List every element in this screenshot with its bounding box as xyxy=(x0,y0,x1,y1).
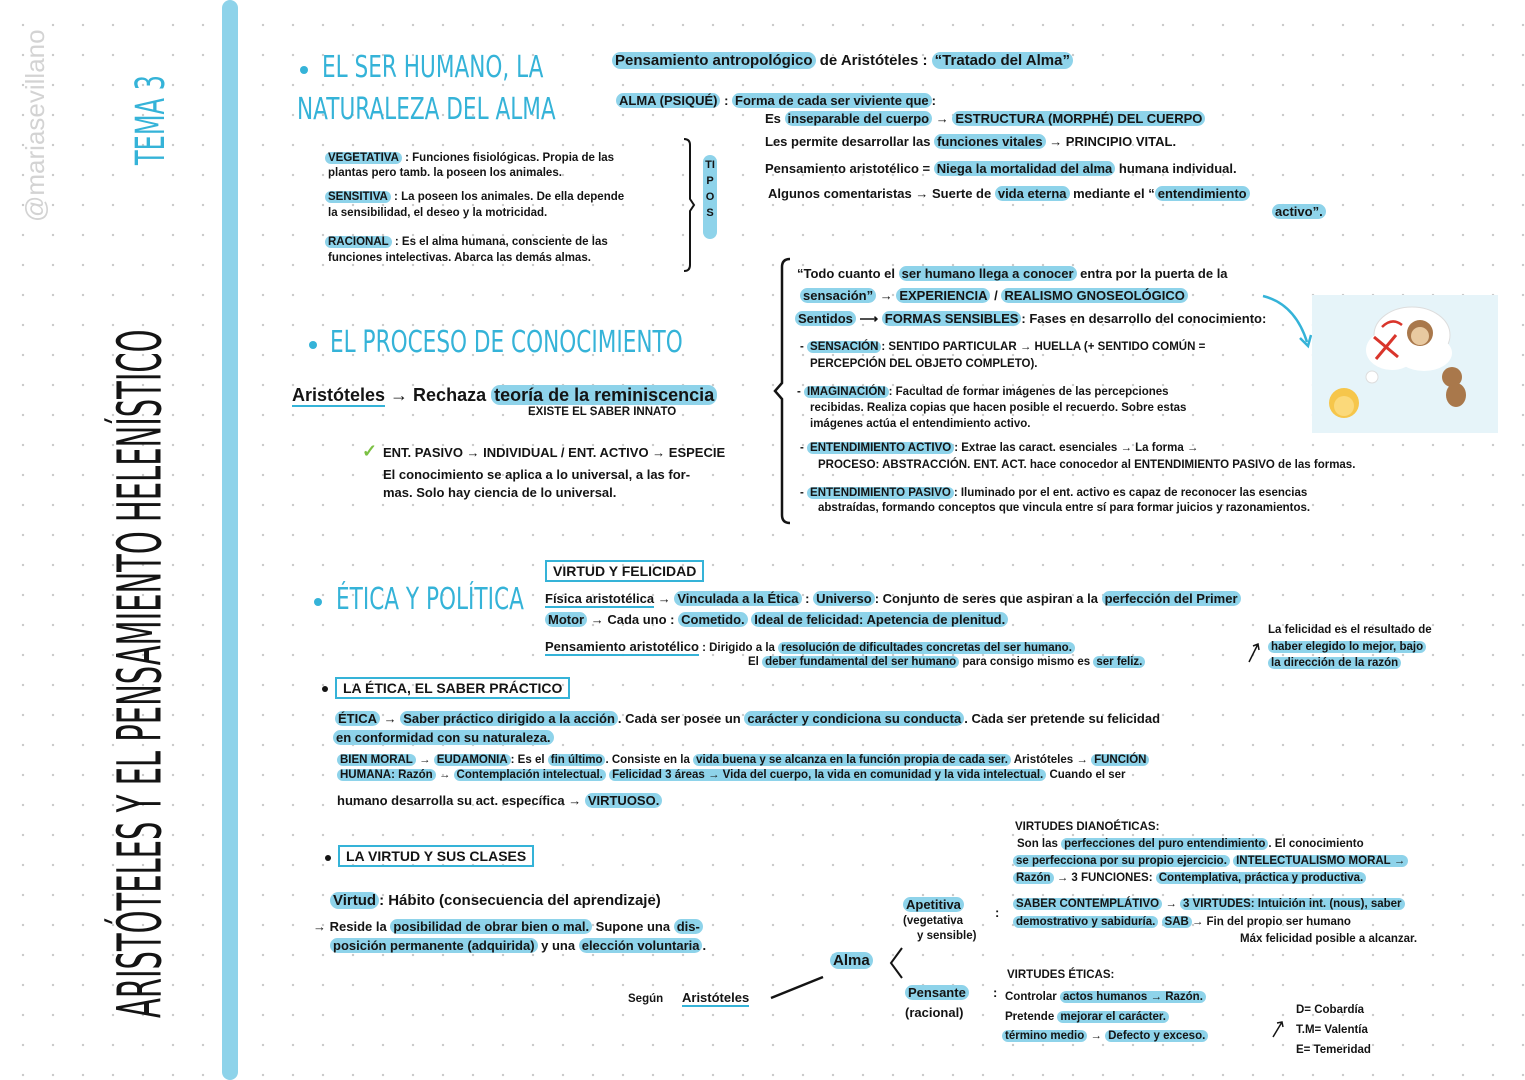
virtud-line xyxy=(313,918,703,935)
fisica-text xyxy=(654,591,1240,606)
text-segment: Controlar xyxy=(1005,991,1060,1003)
highlighted-text: Contemplación intelectual. xyxy=(454,769,606,781)
knowledge-line xyxy=(810,401,1186,416)
text-segment: Supone una xyxy=(592,919,674,934)
highlighted-text: Pensamiento antropológico xyxy=(612,52,816,69)
highlighted-text: EUDAMONIA xyxy=(434,754,511,766)
text-segment: → Fin del propio ser humano xyxy=(1191,916,1351,928)
text-segment: . xyxy=(702,938,707,953)
highlighted-text: posibilidad de obrar bien o mal. xyxy=(390,919,592,934)
highlighted-text: elección voluntaria xyxy=(579,938,703,953)
alma-line xyxy=(768,185,1250,202)
text-segment: PROCESO: ABSTRACCIÓN. ENT. ACT. hace conocedor al ENTENDIMIENTO PASIVO de las formas. xyxy=(818,459,1356,471)
knowledge-line xyxy=(800,340,1205,355)
highlighted-text: Niega la mortalidad del alma xyxy=(934,161,1116,176)
text-segment: y una xyxy=(537,938,579,953)
felicidad-note xyxy=(1268,623,1432,638)
highlighted-text: ser humano llega a conocer xyxy=(899,266,1077,281)
bullet-icon xyxy=(322,686,328,692)
text-segment: → xyxy=(435,769,454,781)
knowledge-line xyxy=(818,458,1355,473)
highlighted-text: SAB xyxy=(1162,916,1192,928)
text-segment: → xyxy=(932,111,953,126)
text-segment: Es xyxy=(765,111,785,126)
arrow-icon xyxy=(1246,640,1262,666)
alma-line xyxy=(765,133,1176,150)
pensante-sub: (racional) xyxy=(905,1005,964,1020)
text-segment: plantas pero tamb. la poseen los animales. xyxy=(328,167,562,179)
topic-number: TEMA 3 xyxy=(128,75,174,165)
text-segment: : xyxy=(801,591,814,606)
page-title: ARISTÓTELES Y EL PENSAMIENTO HELENÍSTICO xyxy=(103,329,176,1018)
eticas-line xyxy=(1005,990,1206,1005)
text-segment: : Iluminado por el ent. activo es capaz de reconocer las esencias xyxy=(953,487,1308,499)
alma-node: Alma xyxy=(830,952,873,969)
highlighted-text: ESTRUCTURA (MORPHÉ) DEL CUERPO xyxy=(952,111,1205,126)
text-segment: - xyxy=(800,442,808,454)
virtud-felicidad-box: VIRTUD Y FELICIDAD xyxy=(545,560,704,582)
text-segment: → xyxy=(380,711,401,726)
highlighted-text: SENSITIVA xyxy=(325,191,391,203)
highlighted-text: VIRTUOSO. xyxy=(585,793,663,808)
dianoeticas-line xyxy=(1017,837,1364,852)
virtud-line xyxy=(545,611,1008,628)
text-segment: : Conjunto de seres que aspiran a la xyxy=(874,591,1102,606)
aristoteles-label: Aristóteles xyxy=(292,385,386,405)
text-segment: : Fases en desarrollo del conocimiento: xyxy=(1021,311,1267,326)
etica-line xyxy=(337,768,1126,783)
text-segment: : Hábito (consecuencia del aprendizaje) xyxy=(379,892,661,909)
text-segment: Les permite desarrollar las xyxy=(765,134,935,149)
knowledge-line xyxy=(800,441,1198,456)
dianoeticas-line xyxy=(1013,854,1408,869)
apetitiva-sub: y sensible) xyxy=(917,930,977,942)
ent-line: mas. Solo hay ciencia de lo universal. xyxy=(383,485,617,500)
highlighted-text: Felicidad 3 áreas → Vida del cuerpo, la vida en comunidad y la vida intelectual. xyxy=(609,769,1046,781)
text-segment: Son las xyxy=(1017,838,1062,850)
text-segment: Cuando el ser xyxy=(1046,769,1126,781)
alma-line xyxy=(765,110,1205,127)
highlighted-text: Sentidos xyxy=(795,311,856,326)
highlighted-text: actos humanos → Razón. xyxy=(1060,991,1206,1003)
highlighted-text: perfecciones del puro entendimiento xyxy=(1061,838,1268,850)
text-segment: Algunos comentaristas → Suerte de xyxy=(768,186,995,201)
dianoeticas-line xyxy=(1013,897,1405,912)
highlighted-text: Defecto y exceso. xyxy=(1105,1030,1208,1042)
apetitiva-sub: (vegetativa xyxy=(903,915,964,927)
alma-line xyxy=(765,160,1237,177)
apetitiva-node: Apetitiva xyxy=(903,897,964,912)
highlighted-text: 3 VIRTUDES: Intuición int. (nous), saber xyxy=(1180,898,1405,910)
highlighted-text: VEGETATIVA xyxy=(325,152,402,164)
highlighted-text: entendimiento xyxy=(1155,186,1250,201)
knowledge-line xyxy=(797,265,1228,282)
virtud-line xyxy=(330,937,706,954)
highlighted-text: perfección del Primer xyxy=(1102,591,1241,606)
highlighted-text: haber elegido lo mejor, bajo xyxy=(1268,641,1426,653)
text-segment: . Cada ser pretende su felicidad xyxy=(964,711,1161,726)
pensamiento-label: Pensamiento aristotélico xyxy=(545,639,699,654)
tipo-racional xyxy=(325,235,608,250)
bracket-icon xyxy=(680,135,700,275)
text-segment: El xyxy=(748,656,763,668)
knowledge-line xyxy=(810,417,1030,432)
text-segment: recibidas. Realiza copias que hacen posible el recuerdo. Sobre estas xyxy=(810,402,1187,414)
highlighted-text: demostrativo y sabiduría. xyxy=(1013,916,1158,928)
text-segment: funciones intelectivas. Abarca las demás almas. xyxy=(328,252,591,264)
virtud-line xyxy=(330,891,661,910)
alma-title xyxy=(612,51,1073,70)
highlighted-text: Forma de cada ser viviente que xyxy=(732,93,932,108)
highlighted-text: HUMANA: Razón xyxy=(337,769,436,781)
bullet-icon xyxy=(300,66,308,74)
highlighted-text: Virtud xyxy=(330,892,379,909)
eticas-line xyxy=(1002,1029,1208,1044)
highlighted-text: deber fundamental del ser humano xyxy=(762,656,959,668)
highlighted-text: SENSACIÓN xyxy=(807,341,881,353)
text-segment: → Rechaza xyxy=(385,385,492,405)
highlighted-text: posición permanente (adquirida) xyxy=(330,938,538,953)
text-segment: abstraídas, formando conceptos que vincula entre sí para formar juicios y razonamientos. xyxy=(818,502,1311,514)
highlighted-text: Contemplativa, práctica y productiva. xyxy=(1156,872,1367,884)
highlighted-text: la dirección de la razón xyxy=(1268,657,1401,669)
text-segment: para consigo mismo es xyxy=(959,656,1094,668)
highlighted-text: Universo xyxy=(813,591,875,606)
knowledge-line xyxy=(800,486,1307,501)
tipo-vegetativa xyxy=(325,151,614,166)
section-heading: EL SER HUMANO, LA xyxy=(322,50,544,85)
knowledge-line xyxy=(810,357,1037,372)
divider-bar xyxy=(222,0,238,1080)
branch-icon xyxy=(886,945,906,981)
highlighted-text: dis- xyxy=(674,919,703,934)
text-segment: La felicidad es el resultado de xyxy=(1268,624,1432,636)
text-segment: → xyxy=(1087,1030,1106,1042)
highlighted-text: SABER CONTEMPLÁTIVO xyxy=(1013,898,1162,910)
eticas-title: VIRTUDES ÉTICAS: xyxy=(1007,969,1115,981)
girl-icon xyxy=(1329,388,1359,418)
highlighted-text: IMAGINACIÓN xyxy=(804,386,889,398)
tipo-sensitiva xyxy=(325,190,624,205)
text-segment: : Es el xyxy=(510,754,548,766)
text-segment: : Es el alma humana, consciente de las xyxy=(391,236,608,248)
innato-note: EXISTE EL SABER INNATO xyxy=(528,406,677,418)
segun-aristoteles: Aristóteles xyxy=(682,990,750,1005)
bullet-icon xyxy=(314,598,322,606)
highlighted-text: FUNCIÓN xyxy=(1091,754,1149,766)
highlighted-text: teoría de la reminiscencia xyxy=(491,385,717,405)
text-segment: / xyxy=(990,288,1002,303)
highlighted-text: Razón xyxy=(1013,872,1054,884)
dtm-line: T.M= Valentía xyxy=(1296,1024,1368,1036)
highlighted-text: INTELECTUALISMO MORAL → xyxy=(1233,855,1408,867)
alma-definition xyxy=(616,92,936,109)
tipo-line xyxy=(328,166,562,181)
highlighted-text: ser feliz. xyxy=(1093,656,1145,668)
tipo-line xyxy=(328,206,547,221)
highlighted-text: Motor xyxy=(545,612,587,627)
section-heading: ÉTICA Y POLÍTICA xyxy=(336,582,524,617)
text-segment: imágenes actúa el entendimiento activo. xyxy=(810,418,1031,430)
text-segment: : SENTIDO PARTICULAR → HUELLA (+ SENTIDO COMÚN = xyxy=(881,341,1206,353)
etica-line xyxy=(333,729,554,746)
highlighted-text: “Tratado del Alma” xyxy=(932,52,1073,69)
alma-line xyxy=(1272,203,1326,220)
etica-box: LA ÉTICA, EL SABER PRÁCTICO xyxy=(335,677,570,699)
etica-line xyxy=(335,710,1160,727)
text-segment: humano desarrolla su act. específica → xyxy=(337,793,585,808)
text-segment: : xyxy=(720,93,733,108)
text-segment: → Cada uno : xyxy=(587,612,679,627)
highlighted-text: término medio xyxy=(1002,1030,1087,1042)
bullet-icon xyxy=(325,855,331,861)
eticas-line xyxy=(1005,1010,1169,1025)
highlighted-text: vida buena y se alcanza en la función propia de cada ser. xyxy=(693,754,1011,766)
section-heading: NATURALEZA DEL ALMA xyxy=(297,92,556,127)
knowledge-line xyxy=(795,310,1266,327)
text-segment: → xyxy=(1162,898,1181,910)
highlighted-text: carácter y condiciona su conducta xyxy=(744,711,964,726)
text-segment: . El conocimiento xyxy=(1268,838,1364,850)
highlighted-text: vida eterna xyxy=(995,186,1070,201)
highlighted-text: sensación” xyxy=(800,288,876,303)
segun-label: Según xyxy=(628,993,664,1005)
bracket-icon xyxy=(770,255,794,527)
text-segment: → xyxy=(876,288,897,303)
rechaza-text xyxy=(385,385,717,405)
text-segment: - xyxy=(800,341,808,353)
highlighted-text: resolución de dificultades concretas del ser humano. xyxy=(778,642,1075,654)
tipo-line xyxy=(328,251,591,266)
connector-line xyxy=(768,972,828,1002)
highlighted-text: EXPERIENCIA xyxy=(896,288,990,303)
highlighted-text: funciones vitales xyxy=(934,134,1045,149)
thought-illustration xyxy=(1312,295,1498,433)
highlighted-text: Ideal de felicidad: Apetencia de plenitud. xyxy=(751,612,1008,627)
pensamiento-text xyxy=(699,642,1075,654)
knowledge-line xyxy=(818,501,1310,516)
text-segment: mediante el “ xyxy=(1069,186,1155,201)
text-segment: → xyxy=(654,591,675,606)
highlighted-text: Saber práctico dirigido a la acción xyxy=(400,711,618,726)
arrow-icon xyxy=(1270,1018,1286,1040)
highlighted-text: Cometido. xyxy=(678,612,748,627)
text-segment: de Aristóteles : xyxy=(815,52,932,69)
text-segment: “Todo cuanto el xyxy=(797,266,899,281)
highlighted-text: ÉTICA xyxy=(335,711,380,726)
highlighted-text: inseparable del cuerpo xyxy=(785,111,933,126)
highlighted-text: fin último xyxy=(548,754,606,766)
highlighted-text: en conformidad con su naturaleza. xyxy=(333,730,554,745)
check-icon: ✓ xyxy=(362,441,378,461)
highlighted-text: RACIONAL xyxy=(325,236,392,248)
text-segment: PERCEPCIÓN DEL OBJETO COMPLETO). xyxy=(810,358,1038,370)
text-segment: : La poseen los animales. De ella depende xyxy=(390,191,625,203)
text-segment: Máx felicidad posible a alcanzar. xyxy=(1240,933,1418,945)
highlighted-text: REALISMO GNOSEOLÓGICO xyxy=(1001,288,1188,303)
highlighted-text: Vinculada a la Ética xyxy=(674,591,801,606)
text-segment: → 3 FUNCIONES: xyxy=(1053,872,1156,884)
felicidad-note xyxy=(1268,640,1426,655)
knowledge-line xyxy=(797,385,1169,400)
dianoeticas-line xyxy=(1013,871,1366,886)
highlighted-text: ENTENDIMIENTO ACTIVO xyxy=(807,442,954,454)
text-segment: : Extrae las caract. esenciales → La forma → xyxy=(954,442,1199,454)
section-heading: EL PROCESO DE CONOCIMIENTO xyxy=(330,325,683,360)
highlighted-text: ENTENDIMIENTO PASIVO xyxy=(807,487,954,499)
text-segment: : Facultad de formar imágenes de las percepciones xyxy=(888,386,1169,398)
pensante-node: Pensante xyxy=(905,985,969,1000)
text-segment: . Cada ser posee un xyxy=(617,711,745,726)
text-segment: Pretende xyxy=(1005,1011,1058,1023)
watermark: @mariasevillano xyxy=(20,29,50,222)
etica-line xyxy=(337,753,1149,768)
text-segment: . Consiste en la xyxy=(605,754,694,766)
text-segment: Aristóteles → xyxy=(1010,754,1092,766)
ent-line: ENT. PASIVO → INDIVIDUAL / ENT. ACTIVO → ESPECIE xyxy=(383,445,726,460)
dianoeticas-line xyxy=(1240,932,1417,947)
text-segment: → PRINCIPIO VITAL. xyxy=(1045,134,1177,149)
dtm-line: D= Cobardía xyxy=(1296,1004,1365,1016)
text-segment: humana individual. xyxy=(1115,161,1237,176)
highlighted-text: FORMAS SENSIBLES xyxy=(882,311,1022,326)
knowledge-line xyxy=(800,287,1188,304)
text-segment: : Dirigido a la xyxy=(698,642,779,654)
text-segment: entra por la puerta de la xyxy=(1076,266,1228,281)
felicidad-note xyxy=(1268,656,1401,671)
virtud-line xyxy=(748,655,1145,670)
highlighted-text: ALMA (PSIQUÉ) xyxy=(616,93,720,108)
bullet-icon xyxy=(309,341,317,349)
text-segment: ⟶ xyxy=(855,311,882,326)
tipos-label: TIPOS xyxy=(703,155,717,239)
virtud-box: LA VIRTUD Y SUS CLASES xyxy=(338,845,534,867)
text-segment: : xyxy=(931,93,937,108)
text-segment: Pensamiento aristotélico = xyxy=(765,161,934,176)
dtm-line: E= Temeridad xyxy=(1296,1044,1371,1056)
text-segment: → Reside la xyxy=(313,919,391,934)
dianoeticas-line xyxy=(1013,915,1351,930)
ent-line: El conocimiento se aplica a lo universal, a las for- xyxy=(383,467,691,482)
highlighted-text: mejorar el carácter. xyxy=(1057,1011,1169,1023)
etica-line xyxy=(337,792,662,809)
highlighted-text: se perfecciona por su propio ejercicio. xyxy=(1013,855,1230,867)
fisica-label: Física aristotélica xyxy=(545,591,655,606)
highlighted-text: BIEN MORAL xyxy=(337,754,416,766)
text-segment: → xyxy=(415,754,434,766)
text-segment: - xyxy=(797,386,805,398)
highlighted-text: activo”. xyxy=(1272,204,1326,219)
dianoeticas-title: VIRTUDES DIANOÉTICAS: xyxy=(1015,821,1160,833)
text-segment: - xyxy=(800,487,808,499)
text-segment: : Funciones fisiológicas. Propia de las xyxy=(401,152,615,164)
text-segment: la sensibilidad, el deseo y la motricidad. xyxy=(328,207,548,219)
